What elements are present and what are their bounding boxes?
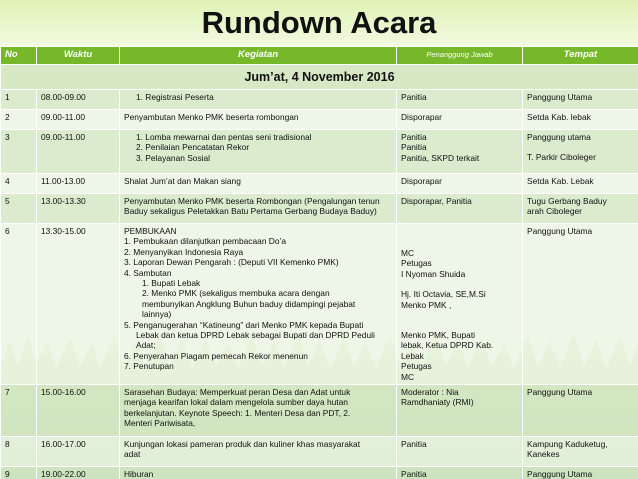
cell-no: 4 [1,174,37,194]
pj-line: Panitia, SKPD terkait [401,152,480,163]
header-kegiatan: Kegiatan [120,47,397,65]
table-row [1,130,638,174]
date-row [1,65,638,90]
header-penanggung-jawab: Penanggung Jawab [397,47,523,65]
tempat-line: Kanekes [527,449,560,460]
pj-line: Petugas [401,361,432,372]
table-row [1,174,638,194]
cell-kegiatan [120,90,397,110]
cell-pj [397,130,523,174]
cell-pj: Disporapar, Panitia [397,194,523,224]
cell-pj: Panitia [397,467,523,479]
kegiatan-line: menjaga kearifan lokal dalam mengelola sumber daya hutan [124,397,348,408]
header-waktu: Waktu [37,47,120,65]
cell-tempat: Panggung Utama [523,224,638,385]
cell-tempat [523,437,638,467]
tempat-line: arah Ciboleger [527,206,582,217]
cell-pj [397,224,523,385]
kegiatan-line: lainnya) [142,309,172,320]
table-row [1,224,638,385]
page-title: Rundown Acara [201,5,437,40]
kegiatan-line: 2. Penilaian Pencatatan Rekor [136,142,250,153]
kegiatan-line: 3. Laporan Dewan Pengarah : (Deputi VII Kemenko PMK) [124,257,339,268]
table-row [1,90,638,110]
cell-kegiatan: Shalat Jum’at dan Makan siang [120,174,397,194]
kegiatan-line: 3. Pelayanan Sosial [136,152,211,163]
cell-waktu: 16.00-17.00 [37,437,120,467]
kegiatan-line: 5. Penganugerahan “Katineung” dari Menko PMK kepada Bupati [124,319,364,330]
cell-kegiatan [120,194,397,224]
cell-tempat: Setda Kab. lebak [523,110,638,130]
cell-waktu: 09.00-11.00 [37,130,120,174]
kegiatan-line: 2. Menyanyikan Indonesia Raya [124,246,244,257]
cell-waktu: 08.00-09.00 [37,90,120,110]
cell-pj: Disporapar [397,110,523,130]
pj-line: Menko PMK , [401,299,452,310]
tempat-line: Tugu Gerbang Baduy [527,196,607,206]
cell-tempat: Panggung Utama [523,385,638,437]
kegiatan-line: Kunjungan lokasi pameran produk dan kuliner khas masyarakat [124,439,361,450]
kegiatan-line: berkelanjutan. Keynote Speech: 1. Menteri Desa dan PDT, 2. [124,407,351,418]
pj-line: Menko PMK, Bupati [401,330,476,341]
spacer [527,142,634,152]
cell-waktu: 11.00-13.00 [37,174,120,194]
spacer [401,310,518,320]
table-row [1,437,638,467]
spacer [401,320,518,330]
cell-no: 8 [1,437,37,467]
kegiatan-line: Menteri Pariwisata, [124,418,196,429]
pj-line: Lebak [401,350,424,361]
table-row [1,194,638,224]
cell-no: 7 [1,385,37,437]
cell-pj: Disporapar [397,174,523,194]
pj-line: MC [401,248,415,258]
kegiatan-line: 2. Menko PMK (sekaligus membuka acara dengan [142,288,330,299]
cell-tempat: Panggung Utama [523,90,638,110]
kegiatan-line: 1. Bupati Lebak [142,278,201,289]
cell-no: 1 [1,90,37,110]
pj-line: Ramdhaniaty (RMI) [401,397,474,408]
pj-line: I Nyoman Shuida [401,268,466,279]
cell-pj [397,385,523,437]
kegiatan-line: 4. Sambutan [124,267,172,278]
kegiatan-line: 1. Registrasi Peserta [136,92,214,102]
kegiatan-line: Adat; [136,340,156,351]
kegiatan-line: 1. Lomba mewarnai dan pentas seni tradisional [136,132,312,142]
tempat-line: Panggung utama [527,132,591,142]
pj-line: Petugas [401,258,432,269]
cell-no: 9 [1,467,37,479]
table-header-row [1,47,638,65]
kegiatan-line: adat [124,449,141,460]
pj-line: Panitia [401,142,427,153]
kegiatan-line: 7. Penutupan [124,361,174,372]
kegiatan-line: membunyikan Angklung Buhun baduy didampingi pejabat [142,298,356,309]
tempat-line: T. Parkir Ciboleger [527,152,596,163]
cell-no: 3 [1,130,37,174]
cell-kegiatan [120,224,397,385]
kegiatan-line: 1. Pembukaan dilanjutkan pembacaan Do’a [124,236,287,247]
kegiatan-line: 6. Penyerahan Piagam pemecah Rekor menenun [124,350,308,361]
cell-kegiatan: Hiburan [120,467,397,479]
pj-line: Hj. Iti Octavia, SE,M.Si [401,289,486,300]
cell-tempat [523,194,638,224]
cell-no: 2 [1,110,37,130]
table-row [1,467,638,479]
cell-kegiatan: Penyambutan Menko PMK beserta rombongan [120,110,397,130]
cell-tempat: Panggung Utama [523,467,638,479]
pj-line: MC [401,371,415,382]
pj-line: lebak, Ketua DPRD Kab. [401,340,494,351]
cell-tempat: Setda Kab. Lebak [523,174,638,194]
kegiatan-line: Sarasehan Budaya: Memperkuat peran Desa dan Adat untuk [124,387,351,398]
cell-no: 6 [1,224,37,385]
header-tempat: Tempat [523,47,638,65]
cell-waktu: 15.00-16.00 [37,385,120,437]
pj-line: Moderator : Nia [401,387,459,398]
pj-line: Panitia [401,132,427,142]
spacer [401,279,518,289]
cell-waktu: 13.30-15.00 [37,224,120,385]
rundown-table [0,46,638,479]
date-label: Jum’at, 4 November 2016 [1,65,638,90]
cell-kegiatan [120,385,397,437]
cell-waktu: 13.00-13.30 [37,194,120,224]
cell-kegiatan [120,437,397,467]
tempat-line: Kampung Kaduketug, [527,439,608,450]
cell-waktu: 19.00-22.00 [37,467,120,479]
kegiatan-line: Baduy sekaligus Peletakkan Batu Pertama Gerbang Budaya Baduy) [124,206,377,217]
cell-no: 5 [1,194,37,224]
cell-tempat [523,130,638,174]
cell-waktu: 09.00-11.00 [37,110,120,130]
header-no: No [1,47,37,65]
table-row [1,110,638,130]
kegiatan-line: Lebak dan ketua DPRD Lebak sebagai Bupati dan DPRD Peduli [136,330,375,341]
kegiatan-line: Penyambutan Menko PMK beserta Rombongan (Pengalungan tenun [124,196,380,206]
kegiatan-line: PEMBUKAAN [124,226,177,236]
cell-pj: Panitia [397,90,523,110]
cell-pj: Panitia [397,437,523,467]
cell-kegiatan [120,130,397,174]
table-row [1,385,638,437]
